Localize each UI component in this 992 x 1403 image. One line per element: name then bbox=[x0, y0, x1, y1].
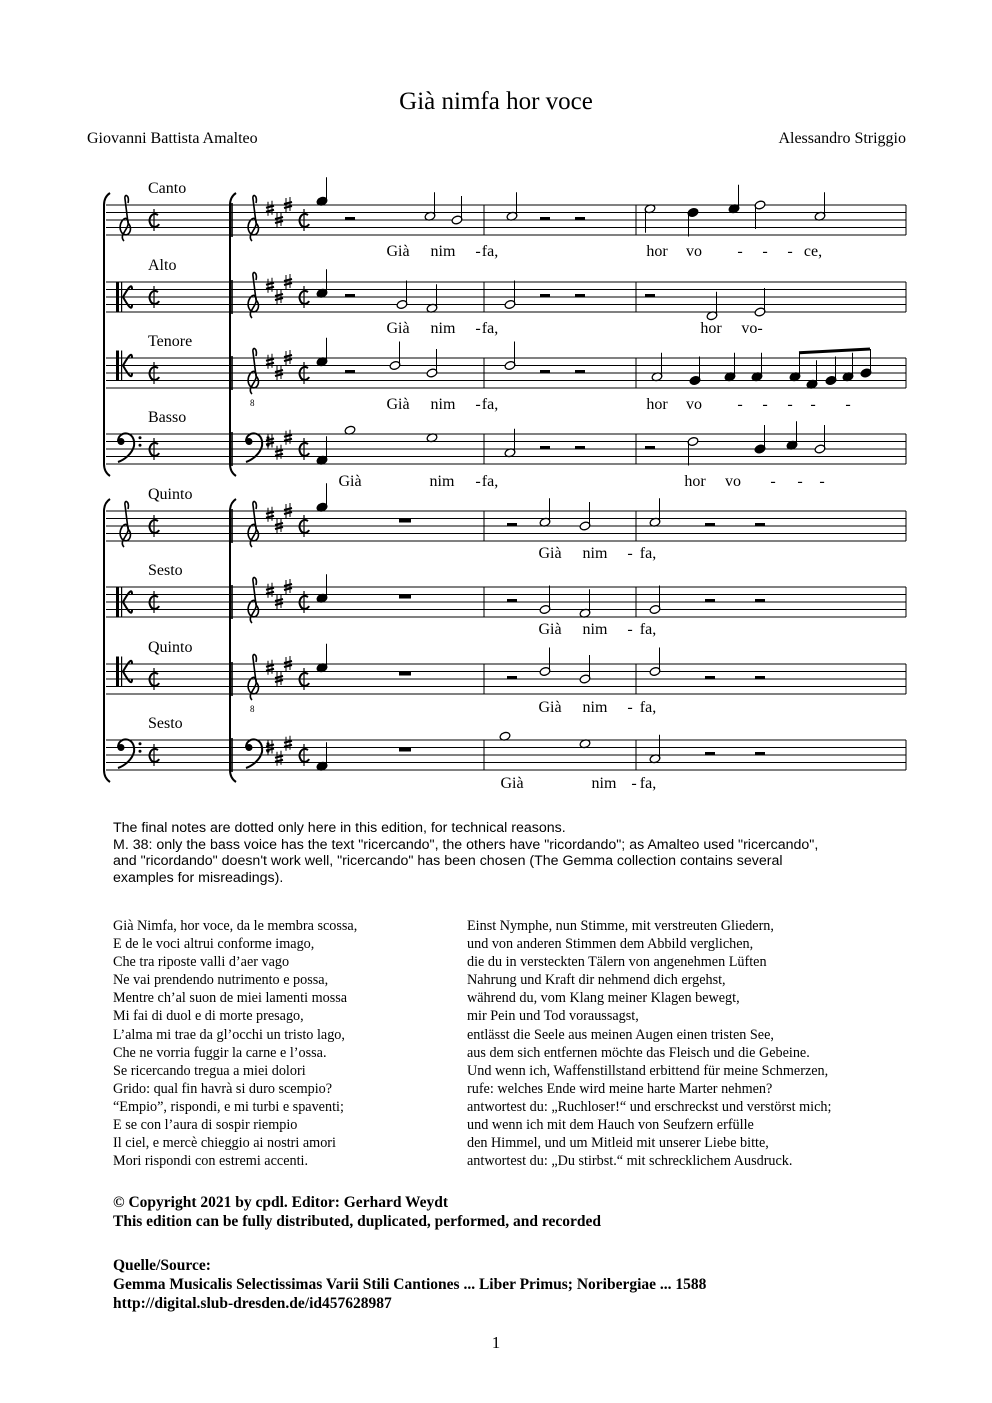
lyric-syllable: - bbox=[737, 243, 743, 260]
lyric-syllable: Già bbox=[538, 699, 562, 716]
rest bbox=[507, 599, 517, 602]
poem-line: Und wenn ich, Waffenstillstand erbittend für meine Schmerzen, bbox=[467, 1062, 829, 1079]
note-line: examples for misreadings). bbox=[113, 869, 284, 886]
sharp-sign bbox=[275, 298, 283, 300]
whole-rest bbox=[399, 672, 411, 676]
voice-name: Quinto bbox=[148, 639, 193, 656]
original-clef bbox=[139, 436, 142, 439]
beam bbox=[799, 349, 870, 353]
lyric-syllable: vo bbox=[686, 243, 702, 260]
sharp-sign bbox=[266, 206, 274, 208]
sharp-sign bbox=[275, 603, 283, 605]
modern-clef bbox=[248, 273, 258, 318]
lyric-syllable: fa, bbox=[639, 545, 657, 562]
lyric-syllable: hor bbox=[646, 396, 668, 413]
lyric-syllable: Già bbox=[386, 396, 410, 413]
lyric-syllable: Già bbox=[538, 545, 562, 562]
sharp-sign bbox=[284, 283, 292, 285]
original-clef bbox=[120, 196, 130, 241]
lyric-syllable: - bbox=[787, 243, 793, 260]
rest bbox=[540, 217, 550, 220]
lyric-syllable: hor bbox=[684, 473, 706, 490]
original-clef bbox=[118, 433, 134, 462]
poem-line: Nahrung und Kraft dir nehmend dich ergehst, bbox=[467, 972, 726, 989]
poem-line: und wenn ich mit dem Hauch von Seufzern erfülle bbox=[467, 1117, 754, 1134]
rest bbox=[645, 294, 655, 297]
original-clef bbox=[116, 351, 119, 381]
rest bbox=[575, 446, 585, 449]
sharp-sign bbox=[275, 760, 283, 762]
rest bbox=[755, 599, 765, 602]
lyric-syllable: vo bbox=[686, 396, 702, 413]
lyric-syllable: - bbox=[627, 621, 633, 638]
original-clef bbox=[139, 742, 142, 745]
sharp-sign bbox=[275, 374, 283, 376]
poem-line: Einst Nymphe, nun Stimme, mit verstreuten Gliedern, bbox=[467, 918, 774, 934]
poem-line: E de le voci altrui conforme imago, bbox=[113, 936, 315, 953]
lyric-syllable: Già bbox=[386, 320, 410, 337]
sharp-sign bbox=[266, 283, 274, 285]
lyric-syllable: - bbox=[475, 243, 481, 260]
sharp-sign bbox=[266, 512, 274, 514]
sharp-sign bbox=[275, 680, 283, 682]
whole-rest bbox=[399, 748, 411, 752]
rest bbox=[540, 370, 550, 373]
lyric-syllable: - bbox=[627, 699, 633, 716]
lyric-syllable: Già bbox=[386, 243, 410, 260]
lyric-syllable: fa, bbox=[481, 396, 499, 413]
editorial-notes bbox=[113, 820, 893, 886]
rest bbox=[705, 523, 715, 526]
poem-line: und von anderen Stimmen dem Abbild verglichen, bbox=[467, 936, 754, 953]
lyric-syllable: hor bbox=[646, 243, 668, 260]
lyric-syllable: hor bbox=[700, 320, 722, 337]
rest bbox=[575, 217, 585, 220]
lyric-syllable: vo bbox=[725, 473, 741, 490]
poem-line: “Empio”, rispondi, e mi turbi e spaventi; bbox=[113, 1098, 344, 1115]
voice-name: Alto bbox=[148, 257, 177, 274]
sharp-sign bbox=[266, 443, 274, 445]
sharp-sign bbox=[284, 439, 292, 441]
original-clef bbox=[121, 282, 122, 312]
poem-line: L’alma mi trae da gl’occhi un tristo lago, bbox=[113, 1026, 345, 1043]
sharp-sign bbox=[266, 669, 274, 671]
poem-italian bbox=[113, 917, 357, 1170]
whole-rest bbox=[399, 519, 411, 523]
composer-name: Alessandro Striggio bbox=[778, 130, 906, 147]
original-clef bbox=[121, 351, 122, 381]
copyright-line: © Copyright 2021 by cpdl. Editor: Gerhard Weydt bbox=[113, 1194, 449, 1211]
voice-name: Sesto bbox=[148, 562, 183, 579]
poem-line: Grido: qual fin havrà si duro scempio? bbox=[113, 1080, 333, 1097]
poem-line: aus dem sich entfernen möchte das Fleisch und die Gebeine. bbox=[467, 1044, 810, 1061]
sharp-sign bbox=[284, 588, 292, 590]
sharp-sign bbox=[284, 202, 292, 204]
sharp-sign bbox=[275, 370, 283, 372]
sharp-sign bbox=[275, 450, 283, 452]
lyric-syllable: - bbox=[475, 396, 481, 413]
sharp-sign bbox=[275, 676, 283, 678]
voice-name: Basso bbox=[148, 409, 187, 426]
lyric-syllable: nim bbox=[582, 545, 608, 562]
lyric-syllable: - bbox=[631, 775, 637, 792]
lyric-syllable: - bbox=[810, 396, 816, 413]
voice-name: Quinto bbox=[148, 486, 193, 503]
octave-mark: 8 bbox=[250, 398, 255, 408]
poem-line: antwortest du: „Ruchloser!“ und erschreckst und verstörst mich; bbox=[467, 1098, 832, 1115]
modern-clef bbox=[248, 502, 258, 547]
license-line: This edition can be fully distributed, duplicated, performed, and recorded bbox=[113, 1213, 601, 1230]
lyric-syllable: - bbox=[762, 396, 768, 413]
sharp-sign bbox=[275, 523, 283, 525]
sharp-sign bbox=[266, 210, 274, 212]
lyric-syllable: fa, bbox=[639, 621, 657, 638]
page-title: Già nimfa hor voce bbox=[399, 88, 593, 115]
sharp-sign bbox=[284, 508, 292, 510]
original-clef bbox=[139, 444, 142, 447]
poem-line: Se ricercando tregua a miei dolori bbox=[113, 1062, 306, 1079]
original-clef bbox=[121, 657, 122, 687]
poet-name: Giovanni Battista Amalteo bbox=[87, 130, 258, 147]
poem-line: Mori rispondi con estremi accenti. bbox=[113, 1153, 309, 1170]
sharp-sign bbox=[275, 599, 283, 601]
original-clef bbox=[120, 502, 130, 547]
sharp-sign bbox=[266, 665, 274, 667]
poem-line: antwortest du: „Du stirbst.“ mit schrecklichem Ausdruck. bbox=[467, 1153, 793, 1170]
sharp-sign bbox=[275, 756, 283, 758]
sharp-sign bbox=[284, 745, 292, 747]
lyric-syllable: - bbox=[737, 396, 743, 413]
rest bbox=[705, 676, 715, 679]
rest bbox=[645, 446, 655, 449]
original-clef bbox=[116, 657, 119, 687]
sharp-sign bbox=[266, 359, 274, 361]
sharp-sign bbox=[284, 584, 292, 586]
original-clef bbox=[116, 282, 119, 312]
sharp-sign bbox=[266, 592, 274, 594]
lyric-syllable: - bbox=[845, 396, 851, 413]
poem-line: E se con l’aura di sospir riempio bbox=[113, 1117, 298, 1134]
lyric-syllable: nim bbox=[430, 320, 456, 337]
poem-line: Che ne vorria fuggir la carne e l’ossa. bbox=[113, 1044, 327, 1061]
poem-line: während du, vom Klang meiner Klagen bewegt, bbox=[467, 990, 740, 1007]
sharp-sign bbox=[284, 206, 292, 208]
whole-rest bbox=[399, 595, 411, 599]
lyric-syllable: nim bbox=[429, 473, 455, 490]
poem-line: mir Pein und Tod voraussagst, bbox=[467, 1008, 639, 1025]
sharp-sign bbox=[266, 749, 274, 751]
rest bbox=[507, 523, 517, 526]
lyric-syllable: Già bbox=[338, 473, 362, 490]
lyric-syllable: - bbox=[475, 320, 481, 337]
poem-line: Già Nimfa, hor voce, da le membra scossa, bbox=[113, 918, 358, 934]
modern-clef bbox=[246, 433, 262, 462]
lyric-syllable: vo- bbox=[741, 320, 763, 337]
voice-name: Tenore bbox=[148, 333, 193, 350]
rest bbox=[755, 676, 765, 679]
original-clef bbox=[121, 587, 122, 617]
sharp-sign bbox=[275, 454, 283, 456]
source-info bbox=[113, 1256, 706, 1313]
source-url: http://digital.slub-dresden.de/id457628987 bbox=[113, 1295, 392, 1312]
lyric-syllable: nim bbox=[430, 243, 456, 260]
sharp-sign bbox=[284, 279, 292, 281]
poem-german bbox=[467, 917, 831, 1170]
lyric-syllable: Già bbox=[538, 621, 562, 638]
poem-line: rufe: welches Ende wird meine harte Marter nehmen? bbox=[467, 1080, 773, 1097]
sharp-sign bbox=[275, 294, 283, 296]
sharp-sign bbox=[266, 588, 274, 590]
lyric-syllable: nim bbox=[582, 621, 608, 638]
modern-clef bbox=[248, 578, 258, 623]
poem-line: Il ciel, e mercè chieggio ai nostri amori bbox=[113, 1135, 336, 1152]
sharp-sign bbox=[284, 661, 292, 663]
sharp-sign bbox=[275, 221, 283, 223]
lyric-syllable: nim bbox=[430, 396, 456, 413]
sharp-sign bbox=[284, 355, 292, 357]
note-line: and "ricordando" doesn't work well, "ricercando" has been chosen (The Gemma collection contains several bbox=[113, 853, 783, 869]
rest bbox=[345, 294, 355, 297]
lyric-syllable: - bbox=[762, 243, 768, 260]
lyric-syllable: nim bbox=[591, 775, 617, 792]
lyric-syllable: fa, bbox=[639, 775, 657, 792]
rest bbox=[705, 599, 715, 602]
rest bbox=[705, 752, 715, 755]
modern-clef bbox=[248, 655, 258, 700]
poem-line: den Himmel, und um Mitleid mit unserer Liebe bitte, bbox=[467, 1135, 769, 1152]
sharp-sign bbox=[284, 435, 292, 437]
poem-line: Che tra riposte valli d’aer vago bbox=[113, 954, 290, 971]
lyric-syllable: fa, bbox=[481, 243, 499, 260]
sharp-sign bbox=[266, 363, 274, 365]
poem-line: Mentre ch’al suon de miei lamenti mossa bbox=[113, 990, 348, 1007]
page-number: 1 bbox=[491, 1333, 501, 1352]
rest bbox=[755, 752, 765, 755]
rest bbox=[575, 294, 585, 297]
lyric-syllable: - bbox=[797, 473, 803, 490]
original-clef bbox=[139, 750, 142, 753]
lyric-syllable: ce, bbox=[803, 243, 823, 260]
sharp-sign bbox=[275, 527, 283, 529]
sharp-sign bbox=[284, 741, 292, 743]
lyric-syllable: - bbox=[475, 473, 481, 490]
note-line: The final notes are dotted only here in this edition, for technical reasons. bbox=[113, 820, 566, 836]
poem-line: Ne vai prendendo nutrimento e possa, bbox=[113, 972, 329, 989]
sharp-sign bbox=[284, 359, 292, 361]
lyric-syllable: - bbox=[627, 545, 633, 562]
rest bbox=[540, 294, 550, 297]
sharp-sign bbox=[284, 665, 292, 667]
sharp-sign bbox=[266, 516, 274, 518]
lyric-syllable: Già bbox=[500, 775, 524, 792]
lyric-syllable: nim bbox=[582, 699, 608, 716]
rest bbox=[575, 370, 585, 373]
rest bbox=[345, 370, 355, 373]
poem-line: die du in versteckten Tälern von angenehmen Lüften bbox=[467, 954, 767, 971]
note-line: M. 38: only the bass voice has the text "ricercando", the others have "ricordando"; as Amalteo used "ricercando", bbox=[113, 836, 819, 853]
lyric-syllable: fa, bbox=[639, 699, 657, 716]
voice-name: Canto bbox=[148, 180, 187, 197]
lyric-syllable: fa, bbox=[481, 320, 499, 337]
modern-clef bbox=[246, 739, 262, 768]
sharp-sign bbox=[266, 287, 274, 289]
lyric-syllable: - bbox=[819, 473, 825, 490]
modern-clef bbox=[248, 196, 258, 241]
lyric-syllable: - bbox=[787, 396, 793, 413]
rest bbox=[540, 446, 550, 449]
lyric-syllable: fa, bbox=[481, 473, 499, 490]
source-heading: Quelle/Source: bbox=[113, 1257, 211, 1274]
sharp-sign bbox=[275, 217, 283, 219]
sharp-sign bbox=[284, 512, 292, 514]
copyright-notice bbox=[113, 1193, 601, 1231]
poem-line: entlässt die Seele aus meinen Augen einen tristen See, bbox=[467, 1026, 774, 1043]
octave-mark: 8 bbox=[250, 704, 255, 714]
modern-clef bbox=[248, 349, 258, 394]
voice-name: Sesto bbox=[148, 715, 183, 732]
poem-line: Mi fai di duol e di morte presago, bbox=[113, 1008, 304, 1025]
source-title: Gemma Musicalis Selectissimas Varii Stili Cantiones ... Liber Primus; Noribergiae ... 1588 bbox=[113, 1276, 707, 1293]
rest bbox=[755, 523, 765, 526]
rest bbox=[345, 217, 355, 220]
lyric-syllable: - bbox=[770, 473, 776, 490]
rest bbox=[507, 676, 517, 679]
original-clef bbox=[116, 587, 119, 617]
original-clef bbox=[118, 739, 134, 768]
